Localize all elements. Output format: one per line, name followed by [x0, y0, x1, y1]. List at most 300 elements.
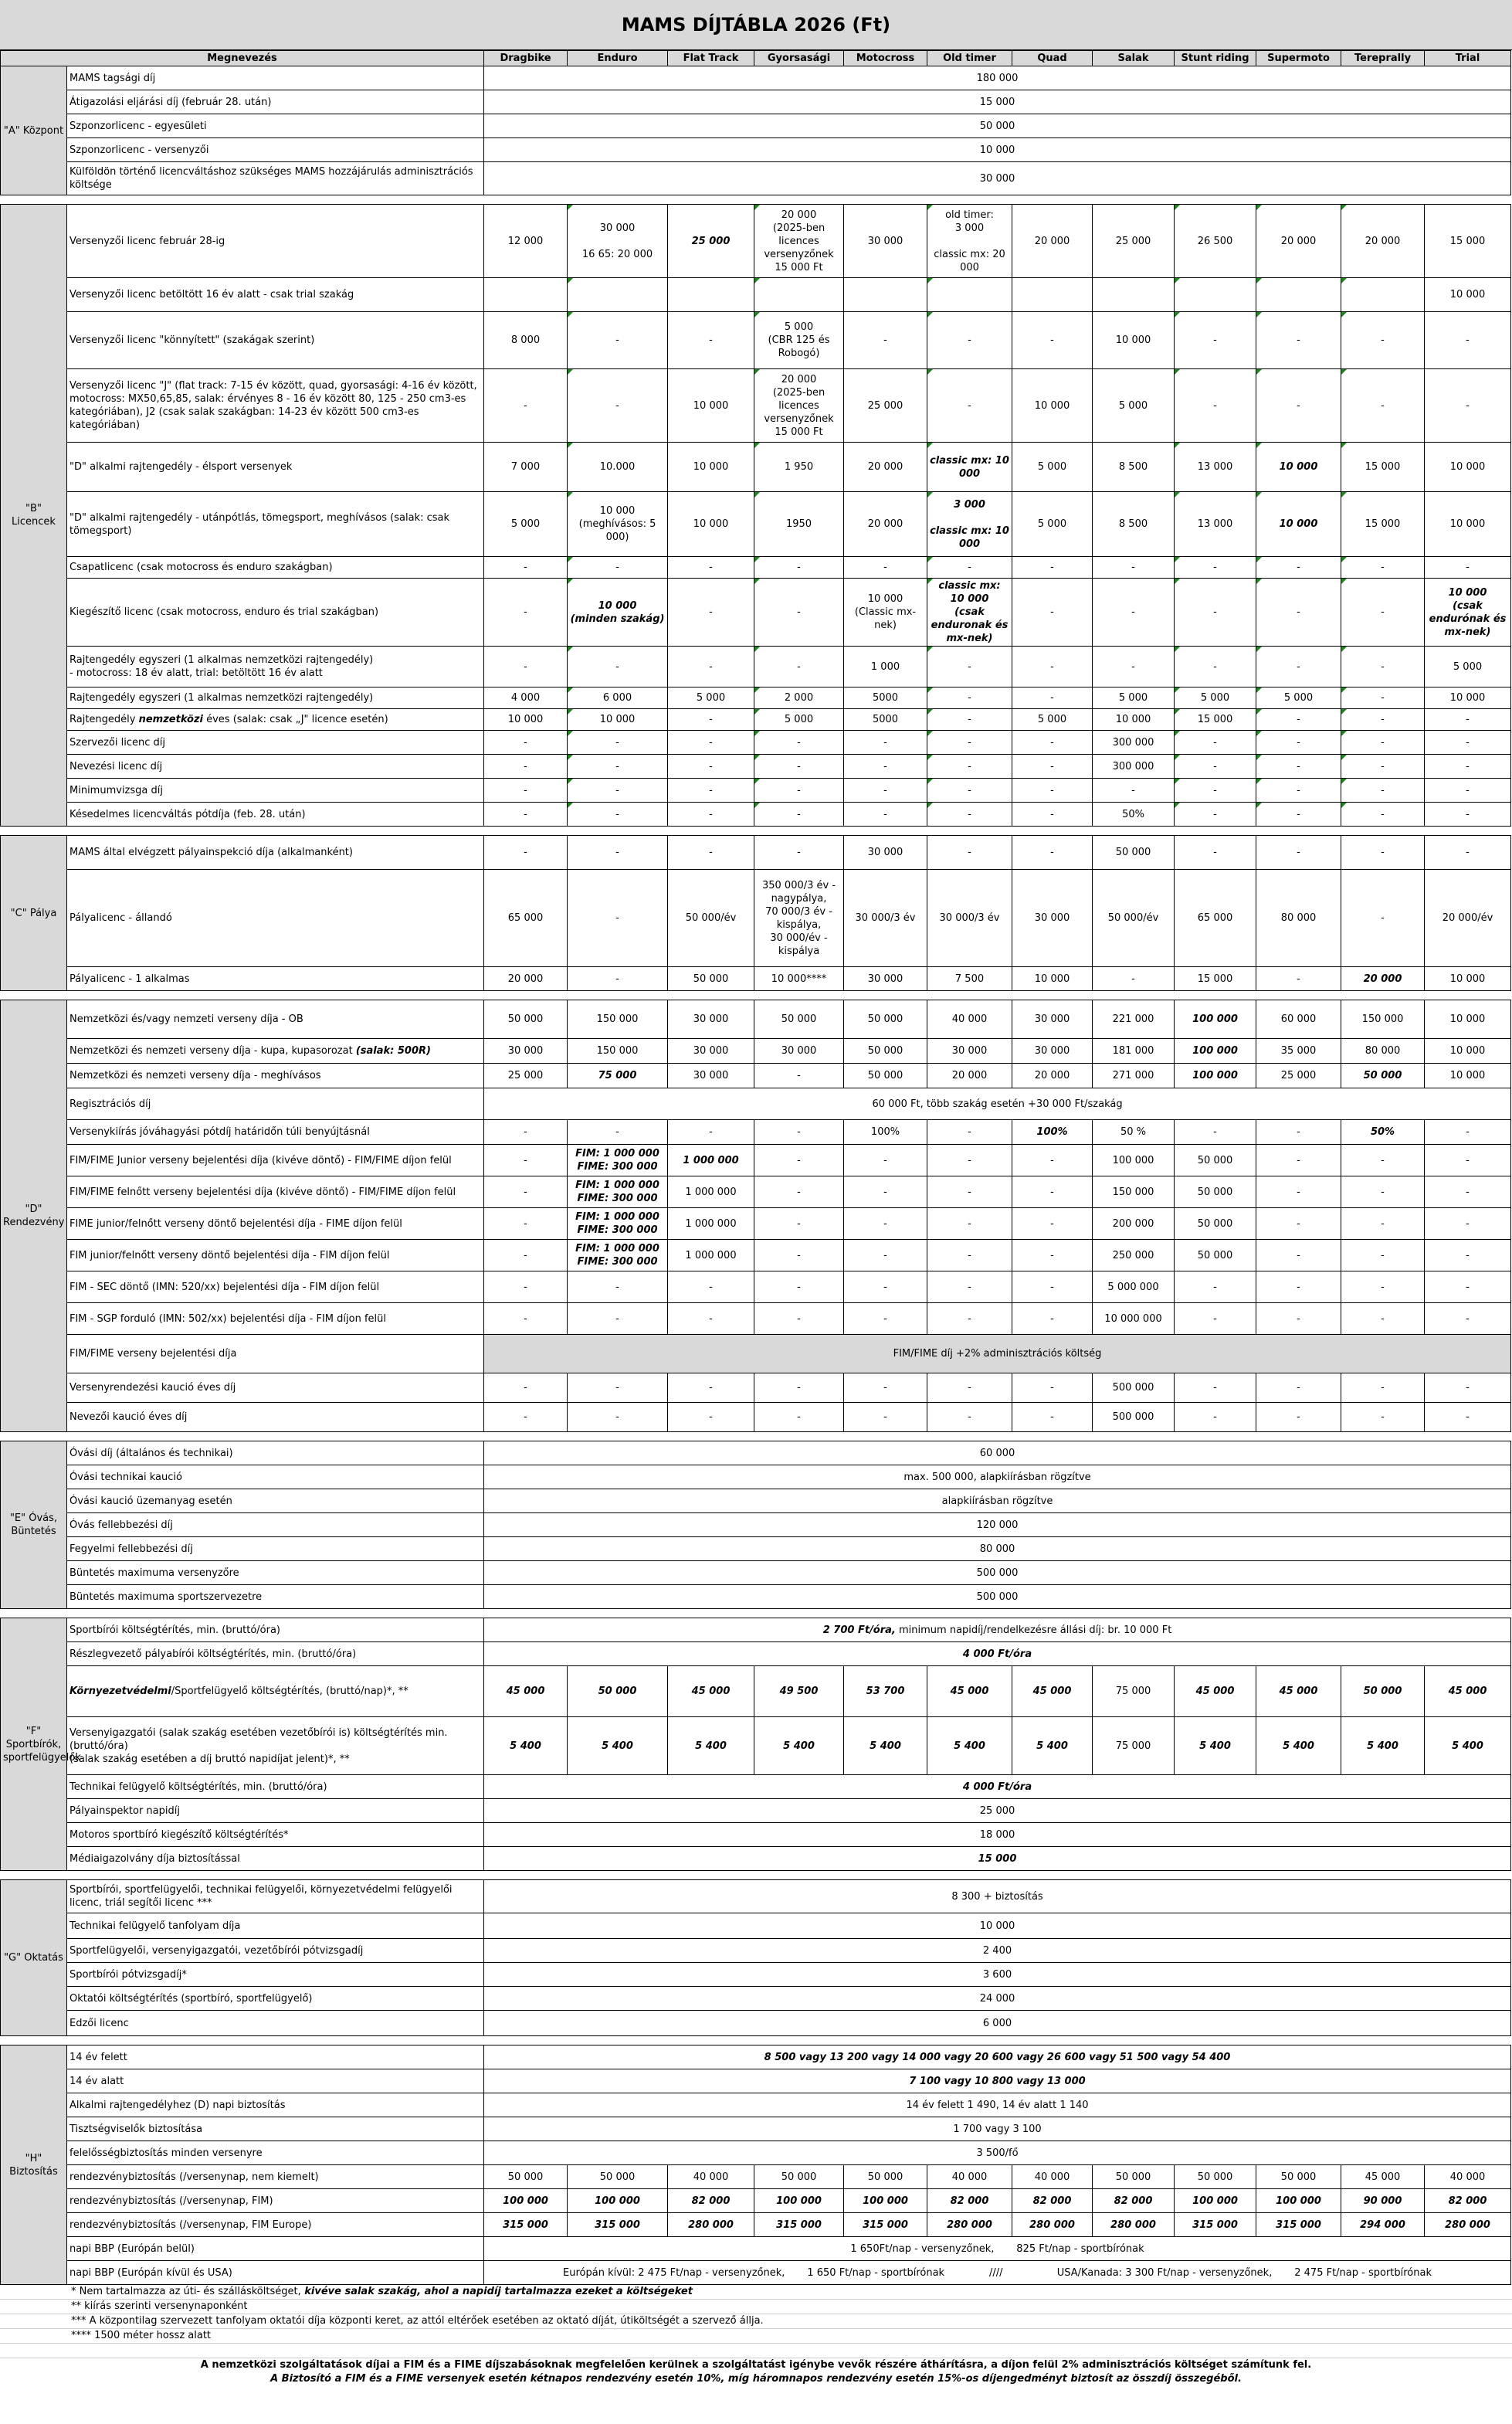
- value-cell-stunt-riding: -: [1175, 1271, 1256, 1303]
- value-cell-quad: -: [1012, 836, 1093, 870]
- value-cell-enduro: 10 000 (minden szakág): [568, 579, 668, 647]
- value-cell-old-timer: [927, 278, 1012, 312]
- row-value: 3 600: [484, 1963, 1511, 1987]
- value-cell-old-timer: -: [927, 1208, 1012, 1240]
- value-cell-quad: -: [1012, 803, 1093, 827]
- table-row: [1, 1465, 1511, 1489]
- value-cell-supermoto: -: [1256, 557, 1341, 579]
- table-row: [1, 1987, 1511, 2011]
- value-cell-gyorsasági: -: [754, 1176, 844, 1208]
- table-row: [1, 803, 1511, 827]
- value-cell-supermoto: -: [1256, 647, 1341, 687]
- gap-cell: [1, 1609, 1511, 1618]
- value-cell-quad: -: [1012, 557, 1093, 579]
- value-cell-old-timer: classic mx: 10 000 (csak enduronak és mx-nek): [927, 579, 1012, 647]
- gap-cell: [1, 2036, 1511, 2045]
- value-cell-tereprally: -: [1341, 1373, 1425, 1403]
- value-cell-tereprally: -: [1341, 369, 1425, 443]
- value-cell-supermoto: -: [1256, 312, 1341, 369]
- row-label: Pályalicenc - 1 alkalmas: [67, 967, 484, 991]
- value-cell-trial: 10 000: [1425, 1000, 1511, 1039]
- value-cell-stunt-riding: -: [1175, 369, 1256, 443]
- value-cell-salak: 50 000/év: [1093, 870, 1175, 967]
- value-cell-tereprally: 15 000: [1341, 492, 1425, 557]
- header-cell-quad: Quad: [1012, 51, 1093, 66]
- value-cell-quad: 45 000: [1012, 1666, 1093, 1717]
- value-cell-supermoto: -: [1256, 579, 1341, 647]
- value-cell-flat-track: -: [668, 1303, 754, 1335]
- value-cell-quad: 10 000: [1012, 369, 1093, 443]
- value-cell-supermoto: -: [1256, 731, 1341, 755]
- value-cell-old-timer: -: [927, 709, 1012, 731]
- row-value: 1 650Ft/nap - versenyzőnek, 825 Ft/nap - sportbírónak: [484, 2237, 1511, 2261]
- value-cell-dragbike: -: [484, 1120, 568, 1145]
- table-row: [1, 2069, 1511, 2093]
- value-cell-stunt-riding: 100 000: [1175, 1039, 1256, 1064]
- row-label: Rajtengedély egyszeri (1 alkalmas nemzetközi rajtengedély) - motocross: 18 év alatt, trial: betöltött 16 év alatt: [67, 647, 484, 687]
- value-cell-enduro: -: [568, 312, 668, 369]
- value-cell-old-timer: -: [927, 1271, 1012, 1303]
- gap-cell: [1, 1432, 1511, 1441]
- table-row: [1, 779, 1511, 803]
- value-cell-tereprally: -: [1341, 1303, 1425, 1335]
- value-cell-supermoto: 10 000: [1256, 443, 1341, 492]
- value-cell-salak: 100 000: [1093, 1145, 1175, 1176]
- value-cell-enduro: 150 000: [568, 1000, 668, 1039]
- value-cell-enduro: 315 000: [568, 2213, 668, 2237]
- row-label: Sportbírói, sportfelügyelői, technikai felügyelői, környezetvédelmi felügyelői licenc, triál segítői licenc ***: [67, 1880, 484, 1913]
- value-cell-supermoto: -: [1256, 1373, 1341, 1403]
- value-cell-enduro: 10.000: [568, 443, 668, 492]
- value-cell-trial: 10 000: [1425, 967, 1511, 991]
- value-cell-stunt-riding: -: [1175, 1403, 1256, 1432]
- value-cell-quad: -: [1012, 312, 1093, 369]
- value-cell-trial: 10 000: [1425, 687, 1511, 709]
- value-cell-tereprally: -: [1341, 1176, 1425, 1208]
- row-value: 4 000 Ft/óra: [484, 1775, 1511, 1799]
- value-cell-supermoto: 100 000: [1256, 2189, 1341, 2213]
- value-cell-dragbike: 10 000: [484, 709, 568, 731]
- value-cell-gyorsasági: -: [754, 1373, 844, 1403]
- value-cell-supermoto: 80 000: [1256, 870, 1341, 967]
- value-cell-enduro: -: [568, 1303, 668, 1335]
- table-row: [1, 2141, 1511, 2165]
- table-row: [1, 2093, 1511, 2117]
- value-cell-flat-track: 1 000 000: [668, 1208, 754, 1240]
- section-label-d: "D" Rendezvény: [1, 1000, 67, 1432]
- value-cell-stunt-riding: -: [1175, 579, 1256, 647]
- row-label: Nemzetközi és nemzeti verseny díja - meghívásos: [67, 1064, 484, 1088]
- value-cell-trial: -: [1425, 1145, 1511, 1176]
- value-cell-trial: 280 000: [1425, 2213, 1511, 2237]
- row-value: 50 000: [484, 114, 1511, 138]
- value-cell-enduro: 75 000: [568, 1064, 668, 1088]
- row-value: alapkiírásban rögzítve: [484, 1489, 1511, 1513]
- value-cell-gyorsasági: 5 000: [754, 709, 844, 731]
- table-row: [1, 687, 1511, 709]
- footnote-4: **** 1500 méter hossz alatt: [0, 2329, 1512, 2344]
- value-cell-tereprally: -: [1341, 579, 1425, 647]
- value-cell-salak: 50%: [1093, 803, 1175, 827]
- row-label: rendezvénybiztosítás (/versenynap, FIM Europe): [67, 2213, 484, 2237]
- table-row: [1, 90, 1511, 114]
- value-cell-trial: 5 400: [1425, 1717, 1511, 1775]
- value-cell-gyorsasági: -: [754, 1303, 844, 1335]
- value-cell-tereprally: 80 000: [1341, 1039, 1425, 1064]
- value-cell-tereprally: -: [1341, 836, 1425, 870]
- value-cell-tereprally: -: [1341, 731, 1425, 755]
- row-label: Versenyzői licenc betöltött 16 év alatt - csak trial szakág: [67, 278, 484, 312]
- table-row: [1, 1847, 1511, 1871]
- value-cell-flat-track: -: [668, 755, 754, 779]
- value-cell-dragbike: -: [484, 1240, 568, 1271]
- value-cell-trial: 20 000/év: [1425, 870, 1511, 967]
- value-cell-salak: 8 500: [1093, 492, 1175, 557]
- value-cell-tereprally: -: [1341, 709, 1425, 731]
- row-label: 14 év felett: [67, 2045, 484, 2069]
- row-label: Versenyzői licenc "könnyített" (szakágak szerint): [67, 312, 484, 369]
- value-cell-supermoto: -: [1256, 1145, 1341, 1176]
- value-cell-enduro: 10 000 (meghívásos: 5 000): [568, 492, 668, 557]
- row-label: FIM/FIME Junior verseny bejelentési díja (kivéve döntő) - FIM/FIME díjon felül: [67, 1145, 484, 1176]
- value-cell-motocross: 20 000: [844, 492, 927, 557]
- value-cell-enduro: -: [568, 779, 668, 803]
- value-cell-dragbike: -: [484, 803, 568, 827]
- table-row: [1, 1585, 1511, 1609]
- value-cell-dragbike: -: [484, 779, 568, 803]
- value-cell-flat-track: 30 000: [668, 1000, 754, 1039]
- table-row: [1, 1064, 1511, 1088]
- row-label: Technikai felügyelő tanfolyam díja: [67, 1913, 484, 1939]
- value-cell-supermoto: -: [1256, 779, 1341, 803]
- value-cell-gyorsasági: -: [754, 1271, 844, 1303]
- value-cell-dragbike: -: [484, 1208, 568, 1240]
- value-cell-trial: 45 000: [1425, 1666, 1511, 1717]
- table-row: [1, 870, 1511, 967]
- value-cell-trial: -: [1425, 1373, 1511, 1403]
- value-cell-gyorsasági: -: [754, 779, 844, 803]
- value-cell-motocross: -: [844, 1271, 927, 1303]
- value-cell-old-timer: -: [927, 755, 1012, 779]
- value-cell-old-timer: -: [927, 369, 1012, 443]
- value-cell-supermoto: 5 400: [1256, 1717, 1341, 1775]
- value-cell-gyorsasági: -: [754, 557, 844, 579]
- value-cell-salak: 500 000: [1093, 1373, 1175, 1403]
- page-title: MAMS DÍJTÁBLA 2026 (Ft): [0, 0, 1512, 50]
- row-label: FIME junior/felnőtt verseny döntő bejelentési díja - FIME díjon felül: [67, 1208, 484, 1240]
- value-cell-salak: 50 000: [1093, 2165, 1175, 2189]
- value-cell-flat-track: 30 000: [668, 1039, 754, 1064]
- value-cell-salak: 50 %: [1093, 1120, 1175, 1145]
- table-row: [1, 1717, 1511, 1775]
- value-cell-enduro: 5 400: [568, 1717, 668, 1775]
- row-label: Motoros sportbíró kiegészítő költségtérítés*: [67, 1823, 484, 1847]
- value-cell-tereprally: 90 000: [1341, 2189, 1425, 2213]
- value-cell-tereprally: 15 000: [1341, 443, 1425, 492]
- value-cell-stunt-riding: -: [1175, 731, 1256, 755]
- table-row: [1, 369, 1511, 443]
- row-label: Átigazolási eljárási díj (február 28. után): [67, 90, 484, 114]
- row-label: felelősségbiztosítás minden versenyre: [67, 2141, 484, 2165]
- table-row: [1, 1913, 1511, 1939]
- value-cell-supermoto: 25 000: [1256, 1064, 1341, 1088]
- value-cell-motocross: -: [844, 803, 927, 827]
- value-cell-flat-track: -: [668, 1271, 754, 1303]
- table-row: [1, 1303, 1511, 1335]
- value-cell-salak: 82 000: [1093, 2189, 1175, 2213]
- value-cell-flat-track: 1 000 000: [668, 1145, 754, 1176]
- row-value: 2 400: [484, 1939, 1511, 1963]
- value-cell-trial: -: [1425, 731, 1511, 755]
- row-value: 14 év felett 1 490, 14 év alatt 1 140: [484, 2093, 1511, 2117]
- value-cell-motocross: 5000: [844, 687, 927, 709]
- value-cell-tereprally: [1341, 278, 1425, 312]
- table-row: [1, 278, 1511, 312]
- value-cell-flat-track: -: [668, 1120, 754, 1145]
- value-cell-trial: -: [1425, 1120, 1511, 1145]
- value-cell-quad: 30 000: [1012, 1039, 1093, 1064]
- row-label: Tisztségviselők biztosítása: [67, 2117, 484, 2141]
- value-cell-stunt-riding: -: [1175, 557, 1256, 579]
- row-label: Nemzetközi és nemzeti verseny díja - kupa, kupasorozat (salak: 500R): [67, 1039, 484, 1064]
- value-cell-motocross: 30 000/3 év: [844, 870, 927, 967]
- table-row: [1, 557, 1511, 579]
- section-gap: [1, 195, 1511, 205]
- table-row: [1, 1403, 1511, 1432]
- value-cell-salak: 25 000: [1093, 205, 1175, 278]
- value-cell-old-timer: -: [927, 687, 1012, 709]
- value-cell-tereprally: 50 000: [1341, 1666, 1425, 1717]
- value-cell-flat-track: -: [668, 779, 754, 803]
- value-cell-motocross: -: [844, 1208, 927, 1240]
- value-cell-enduro: 150 000: [568, 1039, 668, 1064]
- section-gap: [1, 827, 1511, 836]
- bottom-note-2: A Biztosító a FIM és a FIME versenyek esetén kétnapos rendezvény esetén 10%, míg háromnapos rendezvény esetén 15%-os díjengedményt biztosít az összdíj összegéből.: [270, 2373, 1242, 2385]
- row-value: 6 000: [484, 2011, 1511, 2036]
- section-gap: [1, 1432, 1511, 1441]
- value-cell-flat-track: 40 000: [668, 2165, 754, 2189]
- value-cell-salak: 300 000: [1093, 731, 1175, 755]
- table-row: [1, 2045, 1511, 2069]
- row-label: Óvási díj (általános és technikai): [67, 1441, 484, 1465]
- value-cell-quad: -: [1012, 1403, 1093, 1432]
- row-label: napi BBP (Európán belül): [67, 2237, 484, 2261]
- row-label: Sportfelügyelői, versenyigazgatói, vezetőbírói pótvizsgadíj: [67, 1939, 484, 1963]
- value-cell-dragbike: -: [484, 1271, 568, 1303]
- value-cell-flat-track: -: [668, 803, 754, 827]
- value-cell-supermoto: 5 000: [1256, 687, 1341, 709]
- value-cell-quad: -: [1012, 731, 1093, 755]
- row-value: 2 700 Ft/óra, minimum napidíj/rendelkezésre állási díj: br. 10 000 Ft: [484, 1618, 1511, 1642]
- value-cell-flat-track: 25 000: [668, 205, 754, 278]
- bottom-notes: [0, 2358, 1512, 2386]
- value-cell-motocross: -: [844, 755, 927, 779]
- row-label: Óvás fellebbezési díj: [67, 1513, 484, 1537]
- value-cell-tereprally: -: [1341, 1403, 1425, 1432]
- value-cell-motocross: 1 000: [844, 647, 927, 687]
- row-label: FIM/FIME felnőtt verseny bejelentési díja (kivéve döntő) - FIM/FIME díjon felül: [67, 1176, 484, 1208]
- value-cell-salak: 10 000: [1093, 312, 1175, 369]
- section-label-a: "A" Központ: [1, 66, 67, 195]
- value-cell-salak: 300 000: [1093, 755, 1175, 779]
- table-row: [1, 731, 1511, 755]
- value-cell-quad: -: [1012, 1208, 1093, 1240]
- value-cell-enduro: FIM: 1 000 000 FIME: 300 000: [568, 1145, 668, 1176]
- value-cell-enduro: -: [568, 731, 668, 755]
- table-row: [1, 492, 1511, 557]
- section-label-e: "E" Óvás, Büntetés: [1, 1441, 67, 1609]
- footnote-3: *** A központilag szervezett tanfolyam oktatói díja központi keret, az attól eltérőek esetében az oktató díját, útiköltségét a szervező állja.: [0, 2314, 1512, 2329]
- value-cell-old-timer: -: [927, 836, 1012, 870]
- value-cell-tereprally: 50 000: [1341, 1064, 1425, 1088]
- value-cell-trial: 15 000: [1425, 205, 1511, 278]
- value-cell-flat-track: -: [668, 647, 754, 687]
- value-cell-old-timer: -: [927, 557, 1012, 579]
- value-cell-trial: -: [1425, 1176, 1511, 1208]
- value-cell-quad: -: [1012, 1176, 1093, 1208]
- value-cell-motocross: -: [844, 731, 927, 755]
- value-cell-motocross: 315 000: [844, 2213, 927, 2237]
- value-cell-old-timer: 20 000: [927, 1064, 1012, 1088]
- value-cell-stunt-riding: 50 000: [1175, 1145, 1256, 1176]
- value-cell-stunt-riding: 50 000: [1175, 2165, 1256, 2189]
- table-row: [1, 1120, 1511, 1145]
- row-value: 25 000: [484, 1799, 1511, 1823]
- value-cell-trial: -: [1425, 369, 1511, 443]
- value-cell-flat-track: 45 000: [668, 1666, 754, 1717]
- value-cell-dragbike: -: [484, 1145, 568, 1176]
- value-cell-old-timer: 82 000: [927, 2189, 1012, 2213]
- value-cell-quad: 40 000: [1012, 2165, 1093, 2189]
- fee-table: [0, 50, 1511, 2285]
- value-cell-salak: 271 000: [1093, 1064, 1175, 1088]
- value-cell-quad: [1012, 278, 1093, 312]
- value-cell-enduro: FIM: 1 000 000 FIME: 300 000: [568, 1240, 668, 1271]
- row-label: FIM/FIME verseny bejelentési díja: [67, 1335, 484, 1373]
- value-cell-old-timer: -: [927, 1120, 1012, 1145]
- value-cell-supermoto: -: [1256, 1303, 1341, 1335]
- value-cell-gyorsasági: 1950: [754, 492, 844, 557]
- value-cell-quad: 30 000: [1012, 1000, 1093, 1039]
- row-value: 180 000: [484, 66, 1511, 90]
- value-cell-tereprally: -: [1341, 1208, 1425, 1240]
- value-cell-motocross: -: [844, 1240, 927, 1271]
- header-cell-name: Megnevezés: [1, 51, 484, 66]
- row-value: 15 000: [484, 1847, 1511, 1871]
- value-cell-gyorsasági: 50 000: [754, 2165, 844, 2189]
- value-cell-stunt-riding: -: [1175, 779, 1256, 803]
- row-label: Környezetvédelmi/Sportfelügyelő költségtérítés, (bruttó/nap)*, **: [67, 1666, 484, 1717]
- value-cell-trial: -: [1425, 557, 1511, 579]
- value-cell-dragbike: 8 000: [484, 312, 568, 369]
- value-cell-dragbike: 50 000: [484, 2165, 568, 2189]
- value-cell-dragbike: 65 000: [484, 870, 568, 967]
- value-cell-supermoto: 10 000: [1256, 492, 1341, 557]
- value-cell-tereprally: -: [1341, 557, 1425, 579]
- row-value: 120 000: [484, 1513, 1511, 1537]
- value-cell-old-timer: -: [927, 731, 1012, 755]
- value-cell-tereprally: 20 000: [1341, 205, 1425, 278]
- row-value: 10 000: [484, 138, 1511, 162]
- value-cell-motocross: 20 000: [844, 443, 927, 492]
- bottom-note-1: A nemzetközi szolgáltatások díjai a FIM és a FIME díjszabásoknak megfelelően kerülnek a szolgáltatást igénybe vevők részére áthárításra, a díjon felül 2% adminisztrációs költséget számítunk fel.: [200, 2359, 1312, 2371]
- value-cell-flat-track: -: [668, 1403, 754, 1432]
- value-cell-trial: -: [1425, 836, 1511, 870]
- value-cell-supermoto: 20 000: [1256, 205, 1341, 278]
- value-cell-stunt-riding: -: [1175, 836, 1256, 870]
- value-cell-motocross: -: [844, 1176, 927, 1208]
- value-cell-dragbike: -: [484, 1176, 568, 1208]
- value-cell-salak: 75 000: [1093, 1717, 1175, 1775]
- table-row: [1, 2117, 1511, 2141]
- row-label: Oktatói költségtérítés (sportbíró, sportfelügyelő): [67, 1987, 484, 2011]
- section-label-h: "H" Biztosítás: [1, 2045, 67, 2285]
- row-label: Alkalmi rajtengedélyhez (D) napi biztosítás: [67, 2093, 484, 2117]
- value-cell-trial: -: [1425, 1271, 1511, 1303]
- value-cell-salak: -: [1093, 779, 1175, 803]
- value-cell-flat-track: 1 000 000: [668, 1176, 754, 1208]
- value-cell-quad: -: [1012, 779, 1093, 803]
- value-cell-gyorsasági: -: [754, 1240, 844, 1271]
- value-cell-quad: 280 000: [1012, 2213, 1093, 2237]
- value-cell-gyorsasági: -: [754, 731, 844, 755]
- value-cell-salak: 200 000: [1093, 1208, 1175, 1240]
- value-cell-gyorsasági: -: [754, 755, 844, 779]
- value-cell-stunt-riding: 50 000: [1175, 1208, 1256, 1240]
- value-cell-dragbike: 20 000: [484, 967, 568, 991]
- value-cell-salak: 75 000: [1093, 1666, 1175, 1717]
- value-cell-old-timer: -: [927, 1240, 1012, 1271]
- value-cell-enduro: -: [568, 755, 668, 779]
- value-cell-tereprally: 5 400: [1341, 1717, 1425, 1775]
- value-cell-motocross: [844, 278, 927, 312]
- row-value: 8 300 + biztosítás: [484, 1880, 1511, 1913]
- header-cell-old-timer: Old timer: [927, 51, 1012, 66]
- row-value: FIM/FIME díj +2% adminisztrációs költség: [484, 1335, 1511, 1373]
- table-row: [1, 1561, 1511, 1585]
- value-cell-enduro: -: [568, 369, 668, 443]
- value-cell-flat-track: -: [668, 731, 754, 755]
- value-cell-enduro: -: [568, 967, 668, 991]
- header-cell-flat-track: Flat Track: [668, 51, 754, 66]
- row-value: 500 000: [484, 1585, 1511, 1609]
- gap-cell: [1, 827, 1511, 836]
- value-cell-gyorsasági: 50 000: [754, 1000, 844, 1039]
- value-cell-old-timer: -: [927, 1403, 1012, 1432]
- table-row: [1, 2261, 1511, 2285]
- value-cell-flat-track: -: [668, 709, 754, 731]
- value-cell-gyorsasági: -: [754, 1208, 844, 1240]
- value-cell-enduro: -: [568, 647, 668, 687]
- value-cell-quad: -: [1012, 1271, 1093, 1303]
- value-cell-flat-track: -: [668, 579, 754, 647]
- value-cell-enduro: 30 000 16 65: 20 000: [568, 205, 668, 278]
- value-cell-old-timer: -: [927, 647, 1012, 687]
- row-label: Regisztrációs díj: [67, 1088, 484, 1120]
- value-cell-salak: -: [1093, 647, 1175, 687]
- value-cell-gyorsasági: -: [754, 647, 844, 687]
- value-cell-trial: -: [1425, 755, 1511, 779]
- table-row: [1, 709, 1511, 731]
- table-row: [1, 1880, 1511, 1913]
- value-cell-flat-track: -: [668, 1373, 754, 1403]
- value-cell-quad: 10 000: [1012, 967, 1093, 991]
- row-label: Pályalicenc - állandó: [67, 870, 484, 967]
- row-label: Rajtengedély egyszeri (1 alkalmas nemzetközi rajtengedély): [67, 687, 484, 709]
- value-cell-flat-track: 50 000/év: [668, 870, 754, 967]
- value-cell-old-timer: 45 000: [927, 1666, 1012, 1717]
- value-cell-salak: -: [1093, 967, 1175, 991]
